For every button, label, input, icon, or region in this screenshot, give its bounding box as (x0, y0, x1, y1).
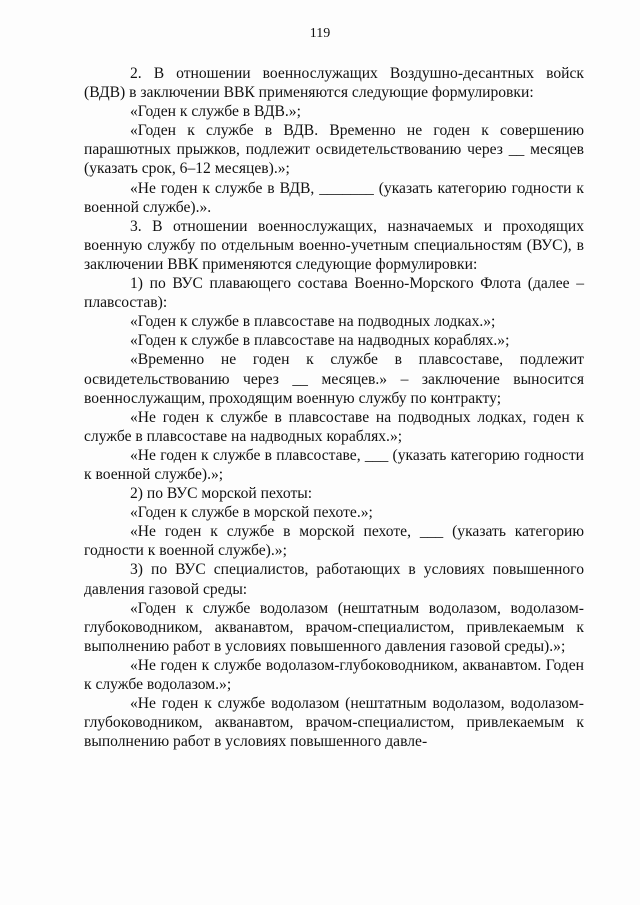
paragraph-formula: «Не годен к службе в плавсоставе, ___ (указать категорию годности к военной службе).»; (84, 446, 584, 483)
paragraph-formula: «Годен к службе в морской пехоте.»; (130, 504, 373, 522)
page-number: 119 (309, 26, 331, 41)
document-body (84, 64, 584, 751)
paragraph-formula: «Не годен к службе в морской пехоте, ___ (указать категорию годности к военной службе).»; (84, 523, 584, 560)
paragraph-item-2-vdv: 2. В отношении военнослужащих Воздушно-десантных войск (ВДВ) в заключении ВВК применяются следующие формулировки: (84, 65, 584, 102)
paragraph-formula: «Годен к службе в ВДВ.»; (130, 103, 301, 121)
paragraph-formula: «Годен к службе в плавсоставе на надводных кораблях.»; (130, 332, 510, 350)
paragraph-formula: «Годен к службе в плавсоставе на подводных лодках.»; (130, 313, 496, 331)
paragraph-formula: «Годен к службе в ВДВ. Временно не годен к совершению парашютных прыжков, подлежит освидетельствованию через __ месяцев (указать срок, 6–12 месяцев).»; (84, 122, 584, 178)
paragraph-formula: «Не годен к службе водолазом (нештатным водолазом, водолазом-глубоководником, акванавтом, врачом-специалистом, привлекаемым к выполнению работ в условиях повышенного давле- (84, 695, 584, 751)
paragraph-formula: «Годен к службе водолазом (нештатным водолазом, водолазом-глубоководником, акванавтом, врачом-специалистом, привлекаемым к выполнению работ в условиях повышенного давления газовой среды).»; (84, 599, 584, 655)
paragraph-formula: «Временно не годен к службе в плавсоставе, подлежит освидетельствованию через __ месяцев.» – заключение выносится военнослужащим, проходящим военную службу по контракту; (84, 351, 584, 407)
paragraph-item-3-vus: 3. В отношении военнослужащих, назначаемых и проходящих военную службу по отдельным военно-учетным специальностям (ВУС), в заключении ВВК применяются следующие формулировки: (84, 217, 584, 273)
paragraph-formula: «Не годен к службе в плавсоставе на подводных лодках, годен к службе в плавсоставе на надводных кораблях.»; (84, 408, 584, 445)
paragraph-formula: «Не годен к службе водолазом-глубоководником, акванавтом. Годен к службе водолазом.»; (84, 656, 584, 693)
paragraph-formula: «Не годен к службе в ВДВ, _______ (указать категорию годности к военной службе).». (84, 179, 584, 216)
paragraph-subitem-1: 1) по ВУС плавающего состава Военно-Морского Флота (далее – плавсостав): (84, 275, 584, 312)
paragraph-subitem-3: 3) по ВУС специалистов, работающих в условиях повышенного давления газовой среды: (84, 561, 584, 598)
paragraph-subitem-2: 2) по ВУС морской пехоты: (130, 485, 313, 503)
